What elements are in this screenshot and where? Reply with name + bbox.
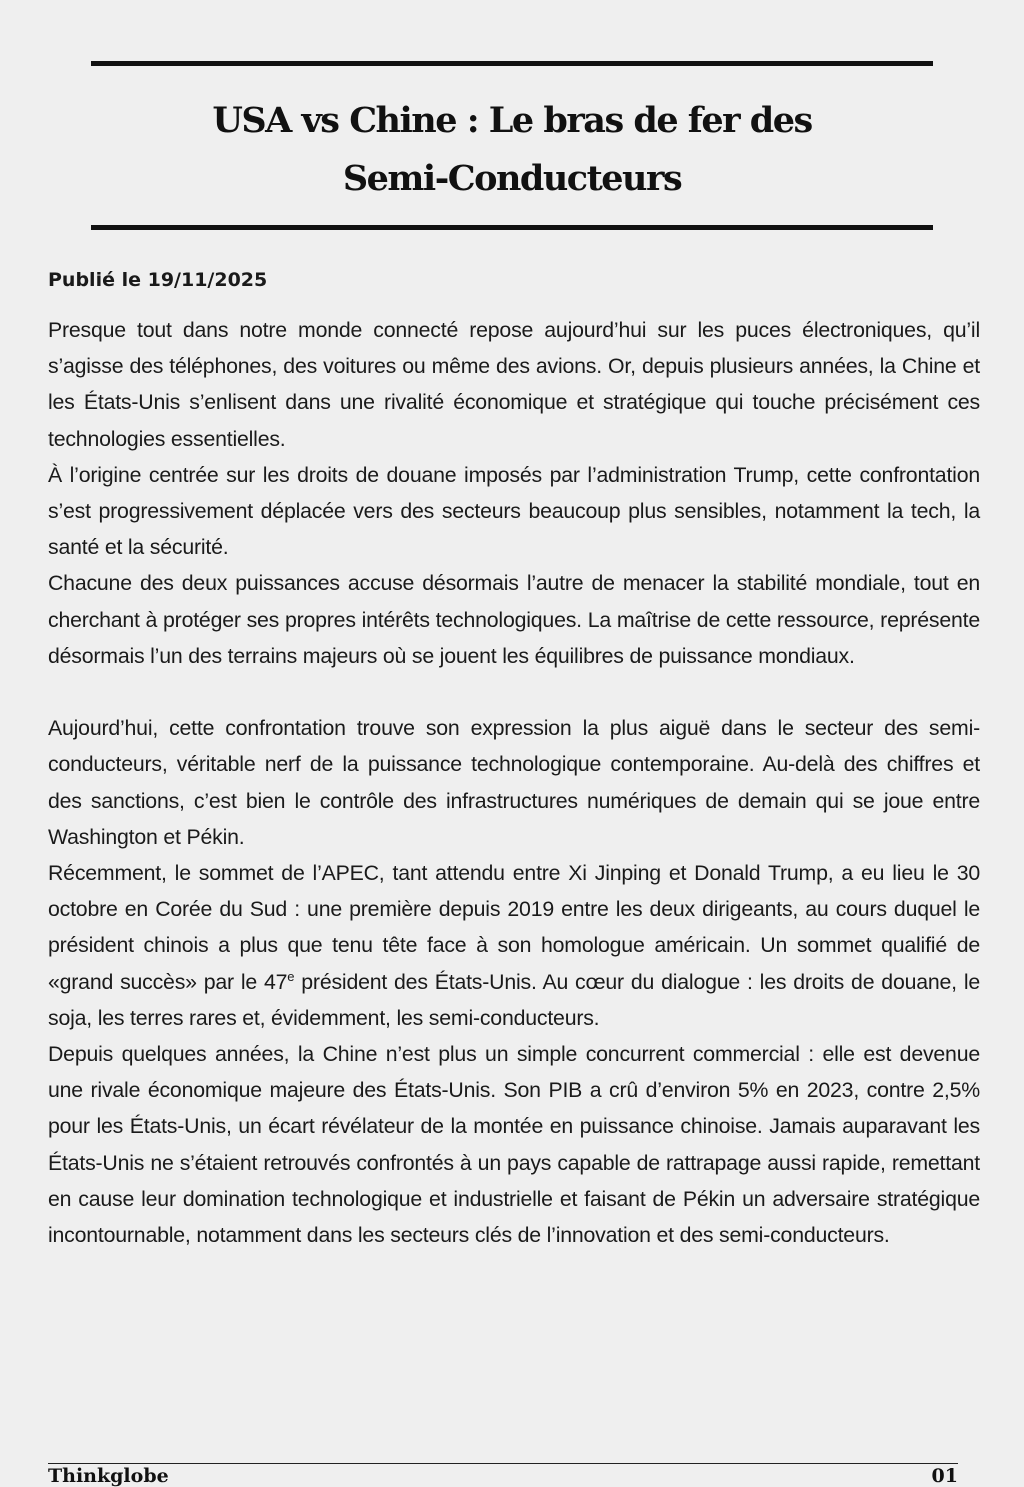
title-bottom-rule xyxy=(91,225,933,230)
paragraph-5 xyxy=(48,855,980,1036)
paragraph-1: Presque tout dans notre monde connecté repose aujourd’hui sur les puces électroniques, qu’il s’agisse des téléphones, des voitures ou même des avions. Or, depuis plusieurs années, la Chine et les États-Unis s’enlisent dans une rivalité économique et stratégique qui touche précisément ces technologies essentielles. xyxy=(48,318,980,451)
footer-rule xyxy=(48,1463,958,1464)
paragraph-4: Aujourd’hui, cette confrontation trouve son expression la plus aiguë dans le secteur des semi-conducteurs, véritable nerf de la puissance technologique contemporaine. Au-delà des chiffres et des sanctions, c’est bien le contrôle des infrastructures numériques de demain qui se joue entre Washington et Pékin. xyxy=(48,716,980,849)
paragraph-2: À l’origine centrée sur les droits de douane imposés par l’administration Trump, cette confrontation s’est progressivement déplacée vers des secteurs beaucoup plus sensibles, notamment la tech, la santé et la sécurité. xyxy=(48,462,980,560)
title-top-rule xyxy=(91,61,933,66)
article-title xyxy=(91,92,933,208)
footer-brand: Thinkglobe xyxy=(48,1465,169,1487)
paragraph-5-text-b: président des États-Unis. Au cœur du dialogue : les droits de douane, le soja, les terres rares et, évidemment, les semi-conducteurs. xyxy=(48,969,981,1030)
paragraph-3: Chacune des deux puissances accuse désormais l’autre de menacer la stabilité mondiale, tout en cherchant à protéger ses propres intérêts technologiques. La maîtrise de cette ressource, représente désormais l’un des terrains majeurs où se jouent les équilibres de puissance mondiaux. xyxy=(48,571,980,668)
paragraph-6: Depuis quelques années, la Chine n’est plus un simple concurrent commercial : elle est devenue une rivale économique majeure des États-Unis. Son PIB a crû d’environ 5% en 2023, contre 2,5% pour les États-Unis, un écart révélateur de la montée en puissance chinoise. Jamais auparavant les États-Unis ne s’étaient retrouvés confrontés à un pays capable de rattrapage aussi rapide, remettant en cause leur domination technologique et industrielle et faisant de Pékin un adversaire stratégique incontournable, notamment dans les secteurs clés de l’innovation et des semi-conducteurs. xyxy=(48,1042,980,1248)
page-number: 01 xyxy=(931,1465,958,1487)
paragraph-5-text-a: Récemment, le sommet de l’APEC, tant attendu entre Xi Jinping et Donald Trump, a eu lieu le 30 octobre en Corée du Sud : une première depuis 2019 entre les deux dirigeants, au cours duquel le président chinois a plus que tenu tête face à son homologue américain. Un sommet qualifié de «grand succès» par le 47 xyxy=(48,861,980,994)
ordinal-superscript: e xyxy=(287,968,295,984)
title-line-2: Semi-Conducteurs xyxy=(342,158,682,199)
title-line-1: USA vs Chine : Le bras de fer des xyxy=(212,100,812,141)
article-body xyxy=(48,312,980,1253)
publication-date: Publié le 19/11/2025 xyxy=(48,269,268,291)
